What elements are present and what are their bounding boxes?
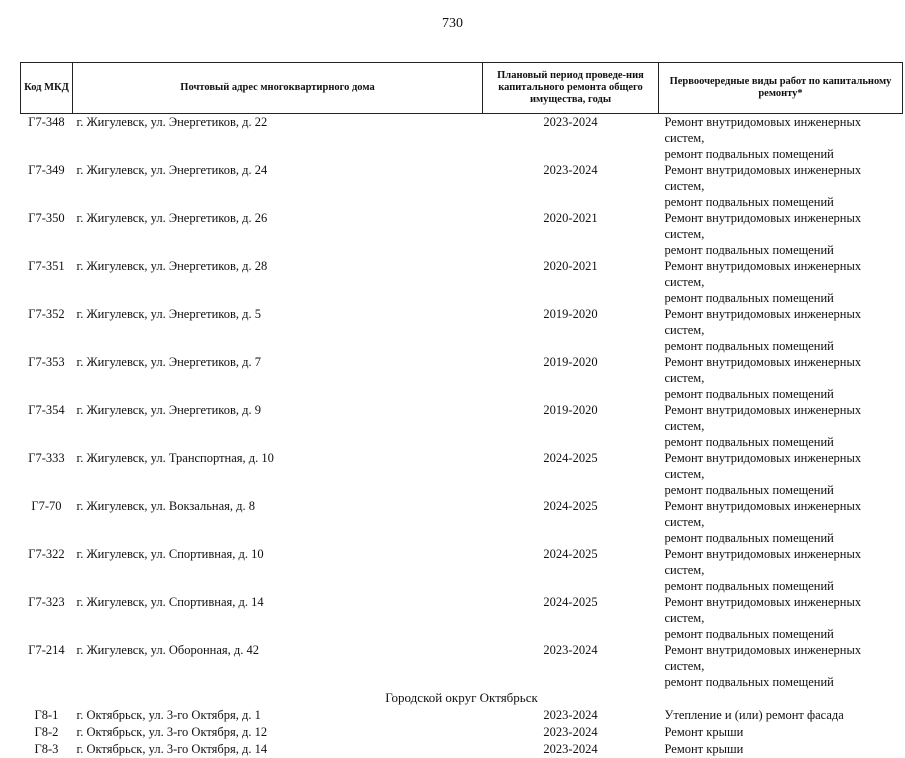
priority-works	[659, 642, 903, 690]
table-row	[21, 594, 903, 642]
mkd-code: Г7-348	[21, 114, 73, 163]
priority-works	[659, 258, 903, 306]
table-body	[21, 114, 903, 758]
mkd-code: Г7-353	[21, 354, 73, 402]
postal-address: г. Жигулевск, ул. Оборонная, д. 42	[73, 642, 483, 690]
mkd-code: Г7-349	[21, 162, 73, 210]
postal-address: г. Жигулевск, ул. Энергетиков, д. 24	[73, 162, 483, 210]
planned-period: 2023-2024	[483, 642, 659, 690]
header-period: Плановый период проведе-ния капитального ремонта общего имущества, годы	[483, 63, 659, 114]
planned-period: 2023-2024	[483, 741, 659, 758]
table-row	[21, 210, 903, 258]
priority-works-line: Ремонт внутридомовых инженерных систем,	[665, 354, 903, 386]
postal-address: г. Жигулевск, ул. Энергетиков, д. 22	[73, 114, 483, 163]
priority-works-line: Ремонт внутридомовых инженерных систем,	[665, 210, 903, 242]
table-row	[21, 498, 903, 546]
table-row	[21, 354, 903, 402]
planned-period: 2020-2021	[483, 258, 659, 306]
table-row	[21, 642, 903, 690]
table-row	[21, 707, 903, 724]
table-row	[21, 162, 903, 210]
priority-works-line: Ремонт внутридомовых инженерных систем,	[665, 450, 903, 482]
section-row	[21, 690, 903, 707]
table-row	[21, 114, 903, 163]
mkd-code: Г7-333	[21, 450, 73, 498]
table-row	[21, 402, 903, 450]
planned-period: 2019-2020	[483, 306, 659, 354]
priority-works-line: ремонт подвальных помещений	[665, 578, 903, 594]
priority-works	[659, 162, 903, 210]
priority-works-line: Ремонт внутридомовых инженерных систем,	[665, 642, 903, 674]
priority-works	[659, 114, 903, 163]
mkd-code: Г7-70	[21, 498, 73, 546]
postal-address: г. Жигулевск, ул. Спортивная, д. 10	[73, 546, 483, 594]
priority-works-line: ремонт подвальных помещений	[665, 626, 903, 642]
postal-address: г. Жигулевск, ул. Транспортная, д. 10	[73, 450, 483, 498]
mkd-code: Г7-323	[21, 594, 73, 642]
priority-works-line: Ремонт внутридомовых инженерных систем,	[665, 114, 903, 146]
postal-address: г. Октябрьск, ул. 3-го Октября, д. 12	[73, 724, 483, 741]
planned-period: 2023-2024	[483, 707, 659, 724]
header-works: Первоочередные виды работ по капитальному ремонту*	[659, 63, 903, 114]
postal-address: г. Жигулевск, ул. Спортивная, д. 14	[73, 594, 483, 642]
priority-works	[659, 450, 903, 498]
priority-works	[659, 402, 903, 450]
mkd-code: Г7-354	[21, 402, 73, 450]
priority-works-line: ремонт подвальных помещений	[665, 674, 903, 690]
mkd-code: Г7-351	[21, 258, 73, 306]
postal-address: г. Октябрьск, ул. 3-го Октября, д. 1	[73, 707, 483, 724]
priority-works-line: ремонт подвальных помещений	[665, 290, 903, 306]
planned-period: 2023-2024	[483, 162, 659, 210]
priority-works-line: Ремонт внутридомовых инженерных систем,	[665, 498, 903, 530]
priority-works	[659, 546, 903, 594]
priority-works	[659, 210, 903, 258]
priority-works-line: ремонт подвальных помещений	[665, 338, 903, 354]
priority-works-line: ремонт подвальных помещений	[665, 482, 903, 498]
priority-works-line: ремонт подвальных помещений	[665, 386, 903, 402]
planned-period: 2020-2021	[483, 210, 659, 258]
priority-works: Ремонт крыши	[659, 741, 903, 758]
table-row	[21, 258, 903, 306]
planned-period: 2024-2025	[483, 546, 659, 594]
priority-works	[659, 306, 903, 354]
priority-works-line: Ремонт внутридомовых инженерных систем,	[665, 594, 903, 626]
mkd-code: Г7-352	[21, 306, 73, 354]
table-row	[21, 306, 903, 354]
priority-works-line: ремонт подвальных помещений	[665, 146, 903, 162]
priority-works	[659, 594, 903, 642]
table-row	[21, 741, 903, 758]
planned-period: 2023-2024	[483, 724, 659, 741]
priority-works: Ремонт крыши	[659, 724, 903, 741]
postal-address: г. Жигулевск, ул. Энергетиков, д. 26	[73, 210, 483, 258]
header-code: Код МКД	[21, 63, 73, 114]
priority-works-line: Ремонт внутридомовых инженерных систем,	[665, 258, 903, 290]
planned-period: 2019-2020	[483, 354, 659, 402]
priority-works-line: ремонт подвальных помещений	[665, 194, 903, 210]
mkd-code: Г7-350	[21, 210, 73, 258]
page-number: 730	[0, 16, 905, 32]
priority-works-line: Ремонт внутридомовых инженерных систем,	[665, 162, 903, 194]
planned-period: 2023-2024	[483, 114, 659, 163]
capital-repair-table	[20, 62, 903, 758]
planned-period: 2024-2025	[483, 594, 659, 642]
table-row	[21, 546, 903, 594]
postal-address: г. Октябрьск, ул. 3-го Октября, д. 14	[73, 741, 483, 758]
priority-works-line: ремонт подвальных помещений	[665, 242, 903, 258]
priority-works-line: Ремонт внутридомовых инженерных систем,	[665, 306, 903, 338]
mkd-code: Г7-214	[21, 642, 73, 690]
postal-address: г. Жигулевск, ул. Энергетиков, д. 28	[73, 258, 483, 306]
postal-address: г. Жигулевск, ул. Энергетиков, д. 9	[73, 402, 483, 450]
priority-works-line: ремонт подвальных помещений	[665, 530, 903, 546]
planned-period: 2024-2025	[483, 450, 659, 498]
priority-works	[659, 498, 903, 546]
mkd-code: Г8-2	[21, 724, 73, 741]
postal-address: г. Жигулевск, ул. Энергетиков, д. 5	[73, 306, 483, 354]
priority-works-line: ремонт подвальных помещений	[665, 434, 903, 450]
table-row	[21, 724, 903, 741]
mkd-code: Г8-1	[21, 707, 73, 724]
header-address: Почтовый адрес многоквартирного дома	[73, 63, 483, 114]
mkd-code: Г8-3	[21, 741, 73, 758]
planned-period: 2019-2020	[483, 402, 659, 450]
mkd-code: Г7-322	[21, 546, 73, 594]
priority-works-line: Ремонт внутридомовых инженерных систем,	[665, 402, 903, 434]
priority-works: Утепление и (или) ремонт фасада	[659, 707, 903, 724]
table-row	[21, 450, 903, 498]
priority-works	[659, 354, 903, 402]
postal-address: г. Жигулевск, ул. Энергетиков, д. 7	[73, 354, 483, 402]
table-header	[21, 63, 903, 114]
postal-address: г. Жигулевск, ул. Вокзальная, д. 8	[73, 498, 483, 546]
section-heading: Городской округ Октябрьск	[21, 690, 903, 707]
priority-works-line: Ремонт внутридомовых инженерных систем,	[665, 546, 903, 578]
planned-period: 2024-2025	[483, 498, 659, 546]
